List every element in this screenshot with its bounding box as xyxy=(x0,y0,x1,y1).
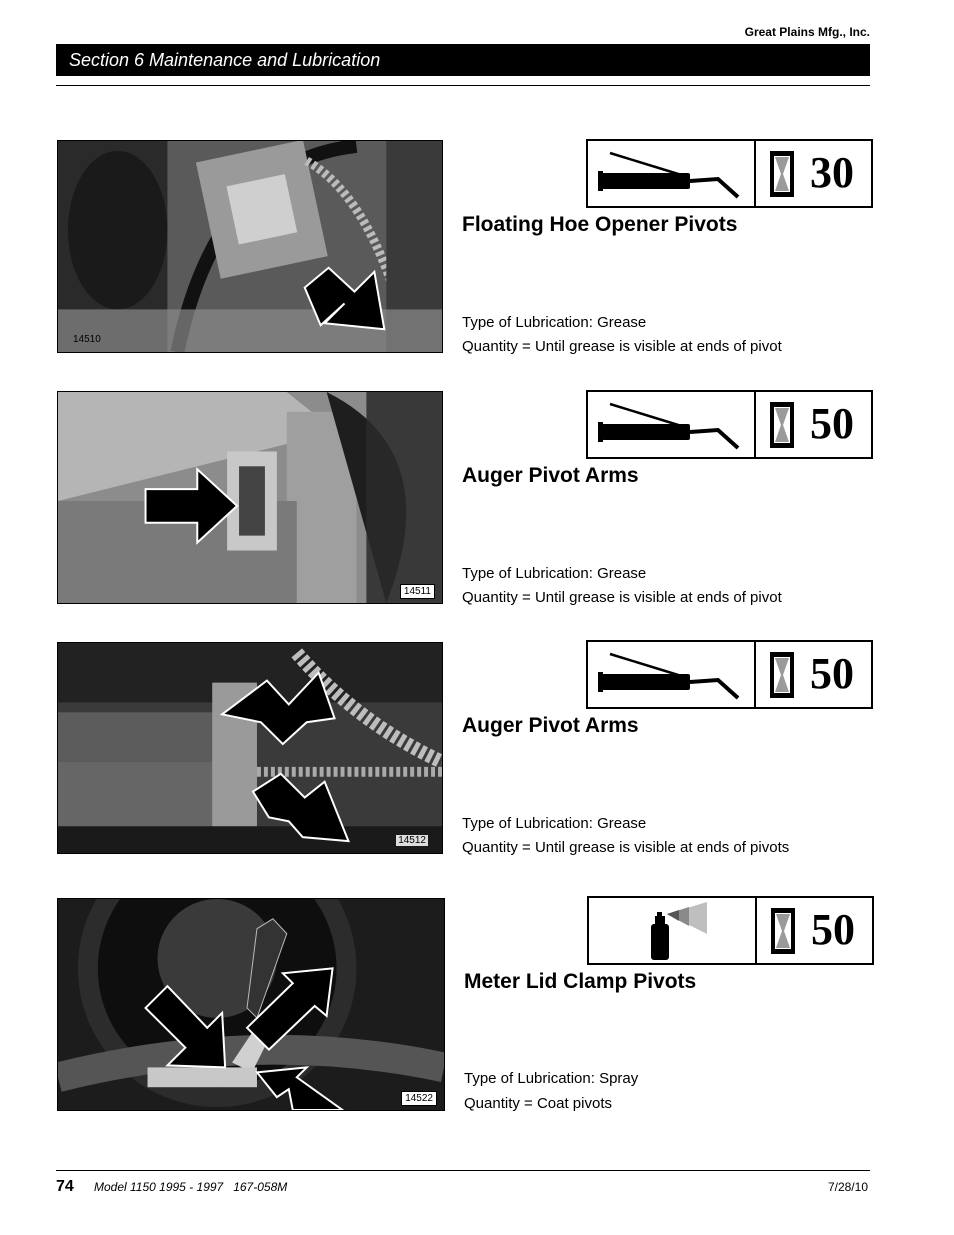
photo-number: 14510 xyxy=(73,334,101,345)
lubrication-type: Type of Lubrication: Grease xyxy=(462,815,647,832)
model-info: Model 1150 1995 - 1997 167-058M xyxy=(94,1180,288,1194)
interval-hours: 30 xyxy=(810,148,854,197)
footer-rule xyxy=(56,1170,870,1171)
interval-hours: 50 xyxy=(811,905,855,954)
lubrication-quantity: Quantity = Until grease is visible at ends of pivot xyxy=(462,589,782,606)
hourglass-icon xyxy=(770,151,794,197)
hourglass-icon xyxy=(771,908,795,954)
grease-gun-icon xyxy=(588,392,754,457)
lubrication-interval-box xyxy=(586,640,873,709)
photo-number: 14512 xyxy=(398,835,426,846)
lubrication-type: Type of Lubrication: Grease xyxy=(462,565,647,582)
lubrication-type: Type of Lubrication: Spray xyxy=(464,1070,639,1087)
photo-floating-hoe-opener xyxy=(57,140,443,353)
spray-can-icon xyxy=(589,898,755,963)
company-name: Great Plains Mfg., Inc. xyxy=(744,25,870,39)
hourglass-icon xyxy=(770,402,794,448)
grease-gun-icon xyxy=(588,642,754,707)
lubrication-interval-box xyxy=(586,139,873,208)
lubrication-type: Type of Lubrication: Grease xyxy=(462,314,647,331)
photo-number: 14511 xyxy=(400,584,435,599)
item-title: Auger Pivot Arms xyxy=(462,714,639,737)
photo-auger-pivot-arms-2 xyxy=(57,642,443,854)
photo-auger-pivot-arms xyxy=(57,391,443,604)
lubrication-interval-box xyxy=(586,390,873,459)
revision-date: 7/28/10 xyxy=(827,1180,868,1194)
interval-hours: 50 xyxy=(810,649,854,698)
interval-hours: 50 xyxy=(810,399,854,448)
photo-meter-lid-clamp xyxy=(57,898,445,1111)
item-title: Auger Pivot Arms xyxy=(462,464,639,487)
page-number: 74 xyxy=(56,1178,74,1195)
photo-number: 14522 xyxy=(401,1091,437,1106)
header-rule xyxy=(56,85,870,86)
lubrication-quantity: Quantity = Until grease is visible at ends of pivot xyxy=(462,338,782,355)
grease-gun-icon xyxy=(588,141,754,206)
lubrication-quantity: Quantity = Until grease is visible at ends of pivots xyxy=(462,839,790,856)
hourglass-icon xyxy=(770,652,794,698)
item-title: Floating Hoe Opener Pivots xyxy=(462,213,738,236)
lubrication-quantity: Quantity = Coat pivots xyxy=(464,1095,612,1112)
lubrication-interval-box xyxy=(587,896,874,965)
item-title: Meter Lid Clamp Pivots xyxy=(464,970,697,993)
section-title: Section 6 Maintenance and Lubrication xyxy=(56,44,870,76)
